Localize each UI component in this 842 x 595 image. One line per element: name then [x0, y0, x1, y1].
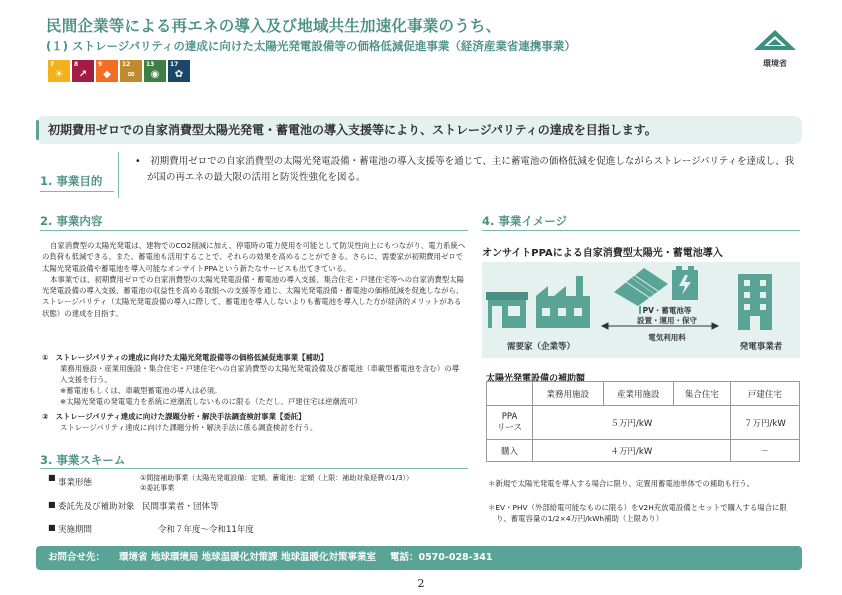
ppa-diagram: [482, 262, 800, 358]
scheme-target-value: 民間事業者・団体等: [142, 502, 219, 512]
purchase-value-cell: ４万円/kW: [533, 440, 731, 462]
note-2: ＊EV・PHV（外部給電可能なものに限る）をV2H充放電設備とセットで購入する場合に限り、蓄電容量の1/2×4万円/kWh補助（上限あり）: [488, 503, 787, 523]
bullet-icon: ■: [48, 473, 56, 482]
sdg-9-icon: 9 ◆: [96, 60, 118, 82]
table-row: [487, 406, 800, 440]
row-label-ppa: PPA リース: [487, 406, 533, 440]
scheme-target-row: [48, 500, 219, 512]
purpose-text: • 初期費用ゼロでの自家消費型の太陽光発電設備・蓄電池の導入支援等を通じて、主に蓄電池の価格低減を促進しながらストレージパリティを達成し、我が国の再エネの最大限の活用と防災性強化を図る。: [135, 156, 795, 183]
page-number: 2: [417, 577, 425, 590]
subsidy-table: [486, 381, 800, 462]
power-plant-building-icon: [738, 274, 772, 330]
bullet-icon: ■: [48, 523, 56, 532]
banner-text: 初期費用ゼロでの自家消費型太陽光発電・蓄電池の導入支援等により、ストレージパリティの達成を目指します。: [48, 123, 657, 137]
purpose-underline: [40, 191, 114, 192]
ministry-name: 環境省: [763, 59, 787, 68]
arrow-bottom-label: 電気利用料: [648, 333, 686, 342]
ppa-diagram-title: オンサイトPPAによる自家消費型太陽光・蓄電池導入: [482, 248, 723, 259]
scheme-form-label: 事業形態: [58, 478, 93, 488]
sdg-8-icon: 8 ↗: [72, 60, 94, 82]
scheme-form-row: [48, 473, 413, 493]
content-para-2: 本事業では、初期費用ゼロでの自家消費型の太陽光発電設備・蓄電池の導入支援、集合住宅・戸建住宅等への自家消費型太陽光発電設備の導入支援、蓄電池の収益性を高める取組への支援等を通じ、太陽光発電設備・蓄電池の価格低減を促進しながら、ストレージパリティ（太陽光発電設備の導入に際して、蓄電池を導入しないよりも蓄電池を導入した方が経済的メリットがある状態）の達成を目指す。: [42, 274, 464, 318]
battery-icon: [672, 266, 698, 300]
arrow-top-label: [610, 306, 724, 326]
producer-label: 発電事業者: [739, 342, 783, 352]
contact-office: 環境省 地球環境局 地球温暖化対策課 地球温暖化対策事業室: [119, 552, 376, 563]
item-2-body: ストレージパリティ達成に向けた課題分析・解決手法に係る調査検討を行う。: [60, 423, 318, 432]
scheme-form-line-2: ②委託事業: [140, 484, 175, 492]
purchase-house-value-cell: －: [730, 440, 799, 462]
purpose-heading: 1. 事業目的: [40, 174, 103, 188]
scheme-period-label: 実施期間: [58, 525, 93, 535]
bullet-icon: ■: [48, 500, 56, 509]
arrow-top-line-1: PV・蓄電池等: [642, 306, 692, 315]
table-header-cell: 集合住宅: [674, 382, 731, 406]
content-heading: 2. 事業内容: [40, 214, 103, 228]
image-underline: [482, 230, 800, 231]
scheme-period-value: 令和７年度～令和11年度: [158, 525, 254, 535]
ministry-logo: [748, 28, 802, 69]
content-item-1: [42, 352, 466, 407]
purpose-box: [118, 152, 802, 198]
content-underline: [40, 230, 468, 231]
item-1-note-2: ※太陽光発電の発電電力を系統に逆潮流しないものに限る（ただし、戸建住宅は逆潮流可）: [60, 397, 362, 406]
subsidy-table-title: 太陽光発電設備の補助額: [486, 374, 586, 384]
row-label-purchase: 購入: [487, 440, 533, 462]
store-icon: [486, 292, 528, 328]
arrow-top-line-2: 設置・運用・保守: [637, 316, 697, 325]
item-2-title: ② ストレージパリティ達成に向けた課題分析・解決手法調査検討事業【委託】: [42, 412, 306, 421]
sdg-13-icon: 13 ◉: [144, 60, 166, 82]
content-para-1: 自家消費型の太陽光発電は、建物でのCO2削減に加え、停電時の電力使用を可能として防災性向上にもつながり、電力系統への負荷も低減できる。また、蓄電池も活用することで、それらの効果を高めることができる。さらに、需要家が初期費用ゼロで太陽光発電設備や蓄電池を導入可能なオンサイトPPAという新たなサービスも出てきている。: [42, 241, 466, 273]
content-item-2: [42, 411, 466, 433]
note-1: ＊新規で太陽光発電を導入する場合に限り、定置用蓄電池単体での補助も行う。: [488, 479, 755, 488]
page-title: 民間企業等による再エネの導入及び地域共生加速化事業のうち、: [46, 17, 502, 35]
scheme-form-values: [140, 473, 413, 493]
item-1-note-1: ※蓄電池もしくは、車載型蓄電池の導入は必須。: [60, 386, 222, 395]
table-header-cell: 戸建住宅: [730, 382, 799, 406]
banner-accent: [36, 120, 39, 140]
consumer-label: 需要家（企業等）: [506, 342, 575, 352]
factory-icon: [536, 276, 590, 328]
ppa-house-value-cell: ７万円/kW: [730, 406, 799, 440]
table-header-cell: 産業用施設: [603, 382, 674, 406]
scheme-form-line-1: ①間接補助事業（太陽光発電設備：定額、蓄電池：定額（上限：補助対象経費の1/3））: [140, 474, 414, 482]
sdg-7-icon: 7 ☀: [48, 60, 70, 82]
mountain-logo-icon: [752, 28, 798, 56]
item-1-body: 業務用施設・産業用施設・集合住宅・戸建住宅への自家消費型の太陽光発電設備及び蓄電池（車載型蓄電池を含む）の導入支援を行う。: [60, 364, 460, 384]
contact-phone: 電話：0570-028-341: [389, 552, 493, 563]
sdg-icons: [48, 60, 190, 82]
table-header-cell: 業務用施設: [533, 382, 604, 406]
scheme-target-label: 委託先及び補助対象: [58, 502, 135, 512]
contact-footer: [36, 546, 802, 570]
table-header-corner: [487, 382, 533, 406]
table-header-row: [487, 382, 800, 406]
scheme-heading: 3. 事業スキーム: [40, 453, 126, 467]
scheme-period-row: [48, 523, 254, 535]
image-heading: 4. 事業イメージ: [482, 214, 568, 228]
page-subtitle: (１) ストレージパリティの達成に向けた太陽光発電設備等の価格低減促進事業（経済産業省連携事業）: [46, 39, 576, 53]
table-row: [487, 440, 800, 462]
contact-label: お問合せ先：: [48, 552, 106, 563]
item-1-title: ① ストレージパリティの達成に向けた太陽光発電設備等の価格低減促進事業【補助】: [42, 353, 328, 362]
sdg-17-icon: 17 ✿: [168, 60, 190, 82]
ppa-value-cell: ５万円/kW: [533, 406, 731, 440]
summary-banner: [36, 116, 802, 144]
sdg-12-icon: 12 ∞: [120, 60, 142, 82]
scheme-underline: [40, 468, 468, 469]
content-body: [42, 240, 466, 319]
